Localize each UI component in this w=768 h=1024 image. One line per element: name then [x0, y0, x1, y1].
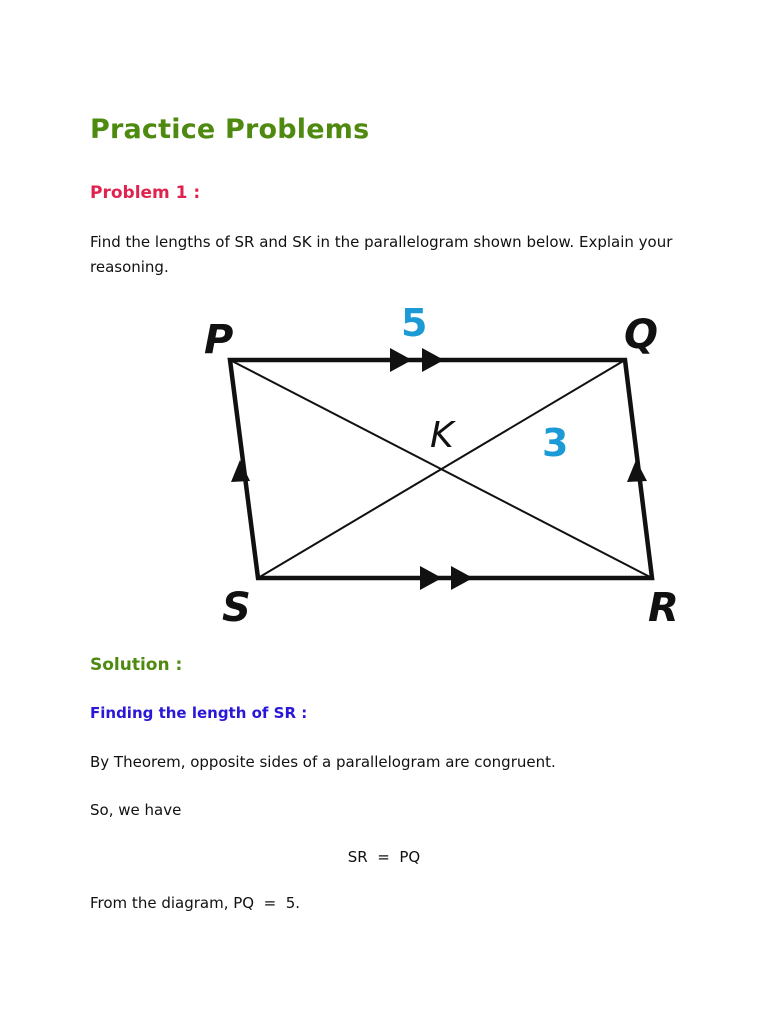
length-label-pq: 5: [401, 301, 428, 345]
problem-text: Find the lengths of SR and SK in the parallelogram shown below. Explain your reasoning.: [90, 233, 673, 276]
equation-sr-pq: SR = PQ: [347, 848, 421, 866]
arrow-pq-1: [390, 348, 412, 372]
theorem-text: By Theorem, opposite sides of a parallelogram are congruent.: [90, 753, 556, 771]
so-we-have-text: So, we have: [90, 801, 182, 819]
vertex-label-s: S: [222, 585, 251, 631]
vertex-label-p: P: [204, 317, 234, 363]
page-title: Practice Problems: [90, 114, 370, 145]
vertex-label-r: R: [648, 585, 679, 631]
parallelogram-diagram: [190, 295, 700, 635]
length-label-qk: 3: [542, 421, 569, 465]
diagonal-sq: [258, 360, 625, 578]
arrow-sr-2: [451, 566, 473, 590]
from-diagram-text: From the diagram, PQ = 5.: [90, 894, 301, 912]
arrow-rq: [627, 460, 647, 482]
solution-heading: Solution :: [90, 655, 183, 675]
point-label-k: K: [430, 415, 454, 456]
problem-heading: Problem 1 :: [90, 183, 201, 203]
arrow-sp: [231, 460, 250, 482]
arrow-pq-2: [422, 348, 444, 372]
vertex-label-q: Q: [624, 312, 659, 358]
arrow-sr-1: [420, 566, 442, 590]
finding-sr-heading: Finding the length of SR :: [90, 704, 308, 722]
